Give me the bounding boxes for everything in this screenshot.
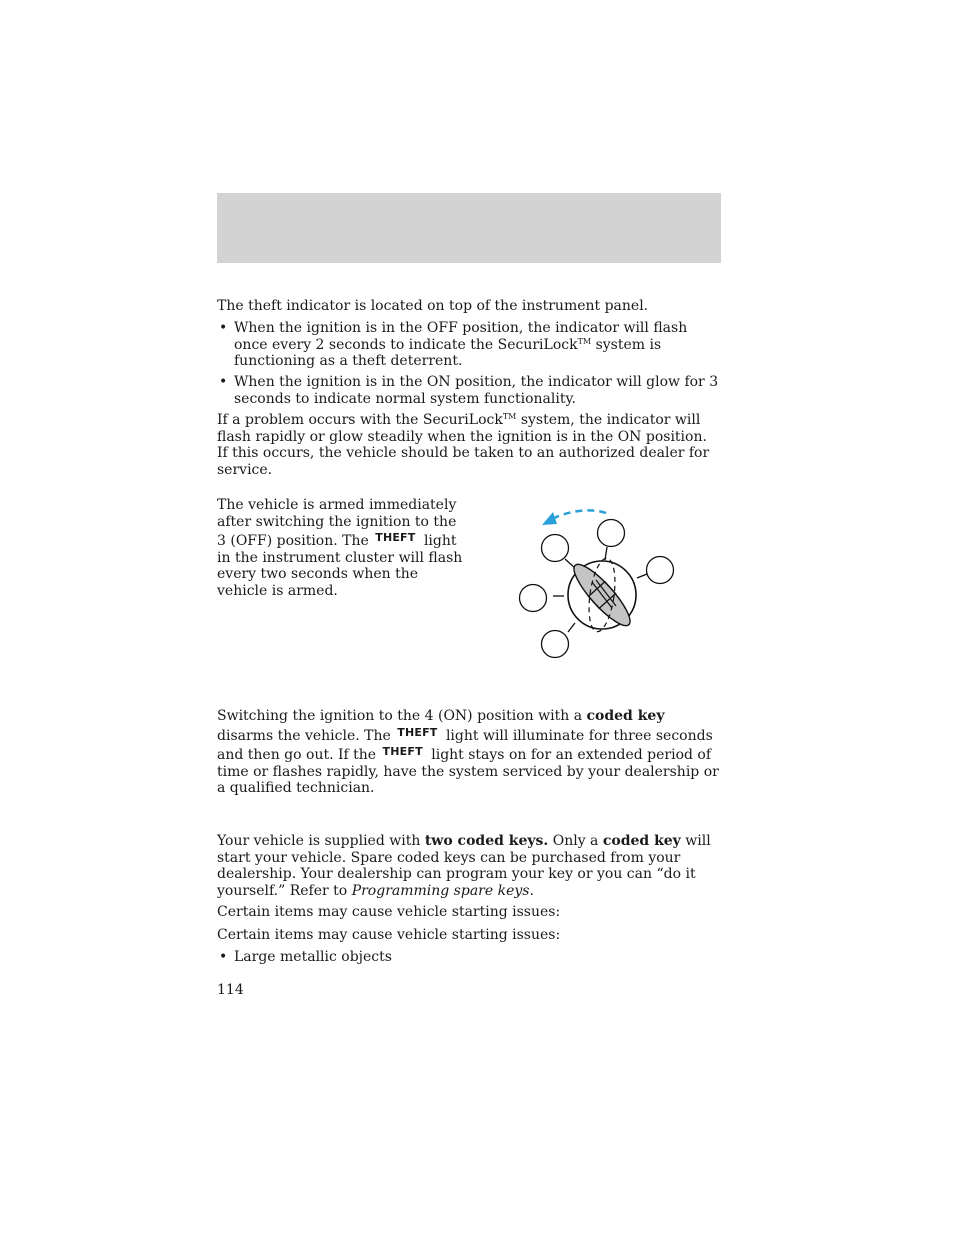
theft-indicator-label: THEFT	[397, 725, 438, 739]
coded-key-bold: coded key	[586, 708, 665, 724]
armed-paragraph	[217, 497, 467, 599]
theft-indicator-label: THEFT	[375, 531, 416, 544]
starting-issues-paragraph: Certain items may cause vehicle starting issues:	[217, 904, 561, 920]
coded-keys-paragraph	[217, 833, 721, 899]
keys-text-a: Your vehicle is supplied with	[217, 833, 425, 849]
two-coded-keys-bold: two coded keys.	[424, 833, 549, 849]
bullet-on-position	[217, 374, 721, 407]
trademark-mark: TM	[502, 412, 517, 421]
section-header-band	[217, 193, 721, 263]
bullet-marker: •	[219, 949, 228, 965]
disarm-text-d: light stays on for an extended period of time or flashes rapidly, have the system serviced by your dealership or a qualified technician.	[217, 747, 719, 796]
bullet-off-text-b: system is functioning as a theft deterrent.	[234, 336, 662, 369]
disarm-text-c: light will illuminate for three seconds and then go out. If the	[217, 727, 713, 763]
disarm-paragraph	[217, 708, 721, 797]
armed-text-a: The vehicle is armed immediately after switching the ignition to the 3 (OFF) position. The	[217, 497, 457, 549]
bullet-large-metallic-objects	[217, 949, 721, 966]
position-circle-bottom	[542, 631, 569, 658]
leader-line	[568, 623, 575, 632]
leader-line	[637, 574, 647, 578]
bullet-off-text-a: When the ignition is in the OFF position, the indicator will flash once every 2 seconds to indicate the SecuriLock	[234, 320, 688, 353]
position-circle-top	[598, 520, 625, 547]
position-circle-right	[647, 557, 674, 584]
bullet-marker: •	[219, 320, 228, 336]
bullet-marker: •	[219, 374, 228, 390]
keys-text-b: Only a	[548, 833, 603, 849]
position-circle-left	[520, 585, 547, 612]
programming-spare-keys-reference: Programming spare keys	[351, 882, 530, 899]
armed-text-b: light in the instrument cluster will flash every two seconds when the vehicle is armed.	[217, 533, 463, 599]
coded-key-bold: coded key	[602, 833, 681, 849]
page-number: 114	[217, 982, 244, 998]
theft-indicator-label: THEFT	[382, 745, 423, 758]
rotation-arrow-path	[552, 510, 606, 519]
keys-text-c: will start your vehicle. Spare coded keys can be purchased from your dealership. Your dealership can program your key or you can “do it yourself.” Refer to	[217, 833, 711, 899]
problem-paragraph	[217, 412, 721, 478]
bullet-on-text: When the ignition is in the ON position, the indicator will glow for 3 seconds to indicate normal system functionality.	[234, 374, 719, 407]
keys-text-d: .	[529, 882, 534, 899]
position-circle-upper-left	[542, 535, 569, 562]
problem-text-b: system, the indicator will flash rapidly or glow steadily when the ignition is in the ON position. If this occurs, the vehicle should be taken to an authorized dealer for service.	[217, 412, 710, 478]
ignition-switch-icon	[510, 502, 690, 664]
disarm-text-b: disarms the vehicle. The	[217, 727, 391, 744]
intro-paragraph: The theft indicator is located on top of the instrument panel.	[217, 298, 649, 314]
disarm-text-a: Switching the ignition to the 4 (ON) position with a	[217, 708, 587, 724]
bullet-metallic-text: Large metallic objects	[234, 949, 392, 965]
starting-issues-paragraph: Certain items may cause vehicle starting issues:	[217, 927, 561, 943]
rotation-arrow-head	[542, 512, 557, 525]
bullet-off-position	[217, 320, 721, 370]
trademark-mark: TM	[577, 336, 592, 346]
problem-text-a: If a problem occurs with the SecuriLock	[217, 412, 503, 428]
